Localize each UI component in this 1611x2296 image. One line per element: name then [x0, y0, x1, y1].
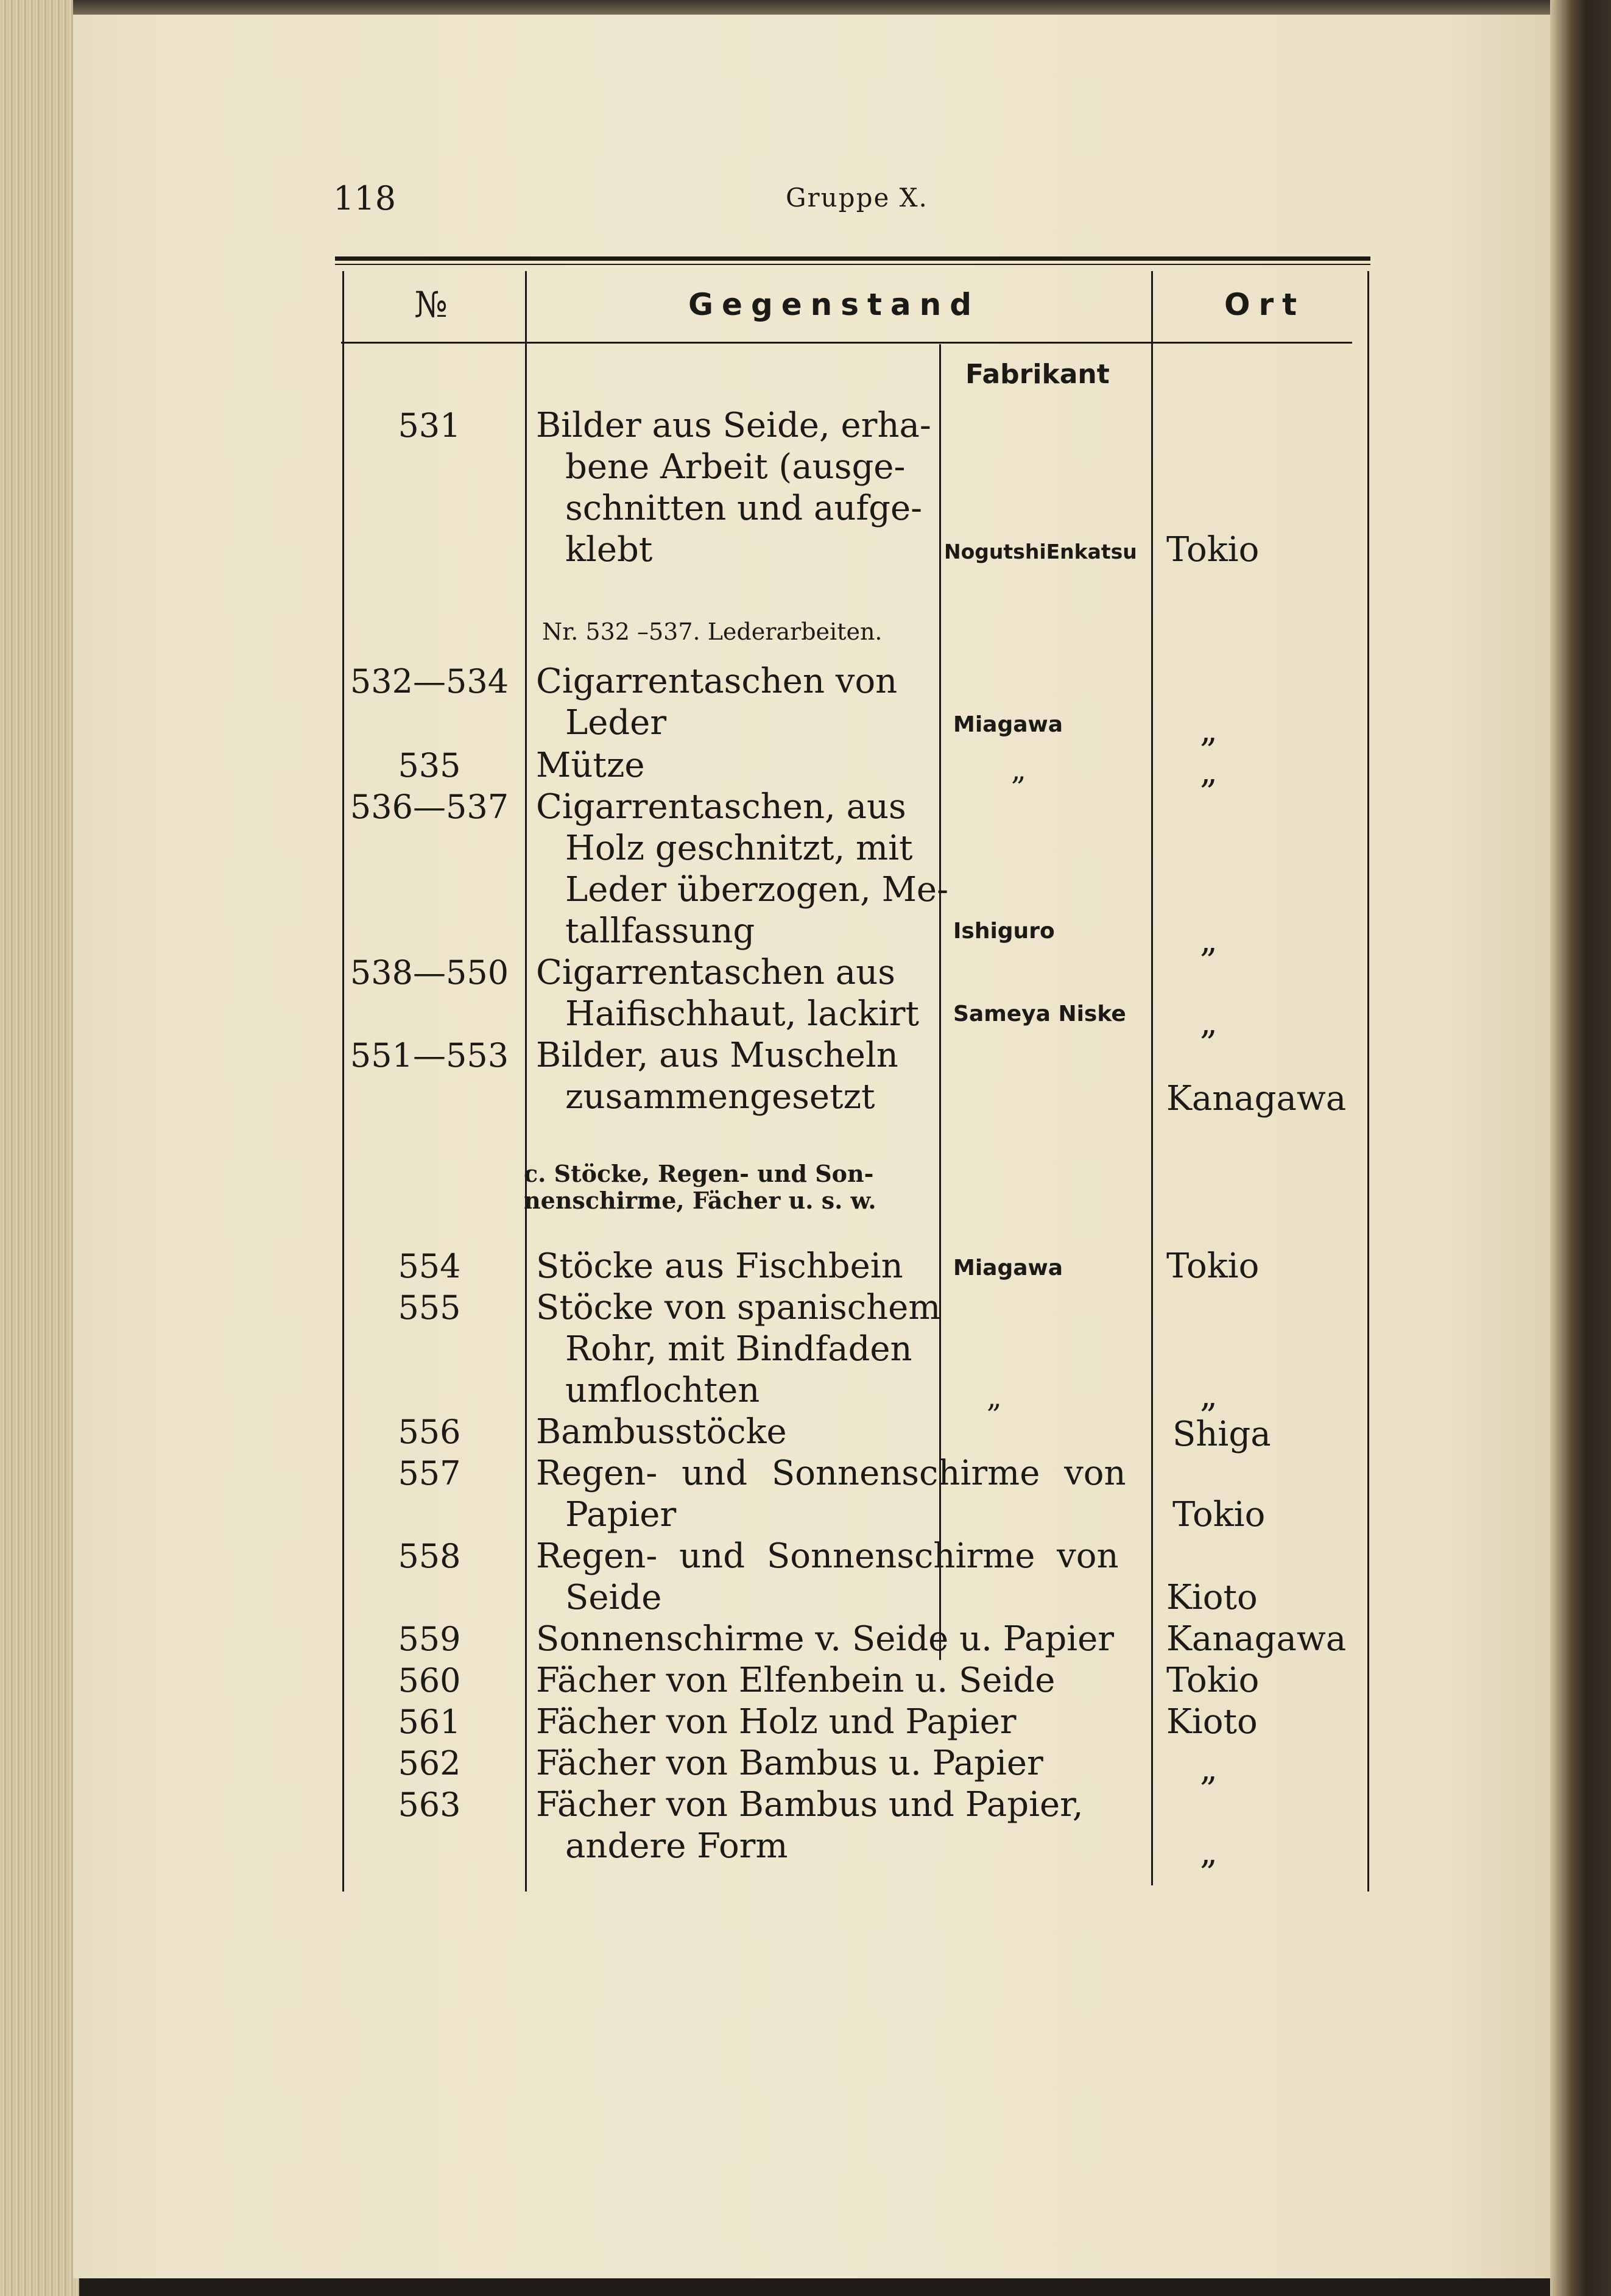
entry-place: Kanagawa: [1166, 1079, 1347, 1118]
entry-description-line: Bambusstöcke: [536, 1412, 787, 1452]
entry-maker: „: [1011, 753, 1026, 787]
header-place: Ort: [1224, 287, 1306, 322]
entry-description-line: umflochten: [565, 1371, 760, 1410]
entry-place: Tokio: [1166, 1661, 1260, 1700]
entry-maker: Miagawa: [953, 1256, 1063, 1280]
entry-description-line: Rohr, mit Bindfaden: [565, 1329, 912, 1369]
entry-description-line: Stöcke von spanischem: [536, 1288, 941, 1327]
entry-number: 554: [398, 1247, 461, 1285]
entry-description-line: Holz geschnitzt, mit: [565, 828, 913, 868]
entry-place: Tokio: [1166, 530, 1260, 570]
entry-description-line: Bilder aus Seide, erha-: [536, 406, 931, 445]
entry-place: „: [1200, 1376, 1218, 1415]
top-rule-thin: [335, 264, 1370, 265]
entry-place: „: [1200, 1832, 1218, 1872]
entry-description-line: schnitten und aufge-: [565, 489, 923, 528]
entry-place: Kioto: [1166, 1578, 1258, 1617]
entry-number: 538—550: [350, 953, 509, 992]
entry-description-line: Leder überzogen, Me-: [565, 870, 948, 910]
entry-place: „: [1200, 1749, 1218, 1789]
top-rule-thick: [335, 256, 1370, 261]
entry-description-line: bene Arbeit (ausge-: [565, 447, 906, 487]
page-number: 118: [333, 179, 397, 217]
entry-description-line: Stöcke aus Fischbein: [536, 1246, 903, 1286]
entry-place: „: [1200, 710, 1218, 750]
entry-maker: NogutshiEnkatsu: [944, 540, 1137, 563]
catalogue-table: [335, 253, 1370, 1898]
subheading-leather: Nr. 532 –537. Lederarbeiten.: [542, 618, 883, 645]
section-heading-line: nenschirme, Fächer u. s. w.: [524, 1187, 876, 1214]
entry-description-line: Fächer von Elfenbein u. Seide: [536, 1661, 1056, 1700]
entry-place: Kioto: [1166, 1702, 1258, 1742]
entry-description-line: Fächer von Holz und Papier: [536, 1702, 1017, 1742]
entry-maker: Sameya Niske: [953, 1001, 1126, 1026]
entry-number: 535: [398, 746, 461, 785]
entry-number: 557: [398, 1454, 461, 1492]
entry-number: 560: [398, 1661, 461, 1700]
entry-description-line: Leder: [565, 703, 667, 743]
entry-description-line: Cigarrentaschen von: [536, 662, 898, 701]
header-maker: Fabrikant: [965, 359, 1110, 390]
entry-description-line: andere Form: [565, 1826, 788, 1866]
entry-place: Shiga: [1172, 1415, 1271, 1454]
entry-description-line: Haifischhaut, lackirt: [565, 994, 920, 1034]
section-heading-line: c. Stöcke, Regen- und Son-: [524, 1160, 874, 1187]
entry-description-line: Cigarrentaschen, aus: [536, 787, 906, 827]
entry-description-line: Seide: [565, 1578, 662, 1617]
header-number: №: [414, 284, 448, 325]
entry-maker: Miagawa: [953, 712, 1063, 737]
entry-description-line: Fächer von Bambus u. Papier: [536, 1743, 1043, 1783]
entry-number: 536—537: [350, 788, 509, 826]
entry-description-line: klebt: [565, 530, 653, 570]
header-item: Gegenstand: [688, 287, 981, 322]
entry-number: 558: [398, 1537, 461, 1575]
entry-place: Tokio: [1166, 1246, 1260, 1286]
entry-maker: „: [987, 1380, 1002, 1415]
outer-right-rule: [1367, 271, 1369, 1892]
entry-description-line: Sonnenschirme v. Seide u. Papier: [536, 1619, 1114, 1659]
entry-description-line: Fächer von Bambus und Papier,: [536, 1785, 1084, 1824]
entry-description-line: Bilder, aus Muscheln: [536, 1036, 898, 1075]
entry-place: Tokio: [1172, 1495, 1266, 1535]
entry-number: 562: [398, 1744, 461, 1782]
entry-description-line: Cigarrentaschen aus: [536, 953, 895, 992]
entry-place: „: [1200, 920, 1218, 960]
top-edge-shadow: [73, 0, 1559, 15]
entry-number: 561: [398, 1703, 461, 1741]
entry-number: 563: [398, 1786, 461, 1824]
binding-edge: [1550, 0, 1611, 2296]
entry-maker: Ishiguro: [953, 919, 1055, 944]
entry-number: 551—553: [350, 1036, 509, 1075]
entry-description-line: Regen- und Sonnenschirme von: [536, 1454, 1126, 1493]
column-rule-item: [525, 271, 527, 1892]
entry-place: „: [1200, 752, 1218, 791]
entry-number: 555: [398, 1288, 461, 1327]
entry-description-line: zusammengesetzt: [565, 1077, 875, 1117]
entry-description-line: Papier: [565, 1495, 677, 1535]
entry-place: „: [1200, 1003, 1218, 1042]
entry-description-line: Regen- und Sonnenschirme von: [536, 1536, 1119, 1576]
entry-number: 556: [398, 1413, 461, 1451]
column-rule-place: [1151, 271, 1153, 1885]
entry-description-line: tallfassung: [565, 911, 755, 951]
entry-description-line: Mütze: [536, 746, 645, 785]
header-rule: [341, 342, 1352, 344]
entry-number: 531: [398, 406, 461, 445]
entry-number: 532—534: [350, 662, 509, 701]
entry-number: 559: [398, 1620, 461, 1658]
running-header: Gruppe X.: [786, 183, 928, 213]
page-edges: [0, 0, 79, 2296]
entry-place: Kanagawa: [1166, 1619, 1347, 1659]
